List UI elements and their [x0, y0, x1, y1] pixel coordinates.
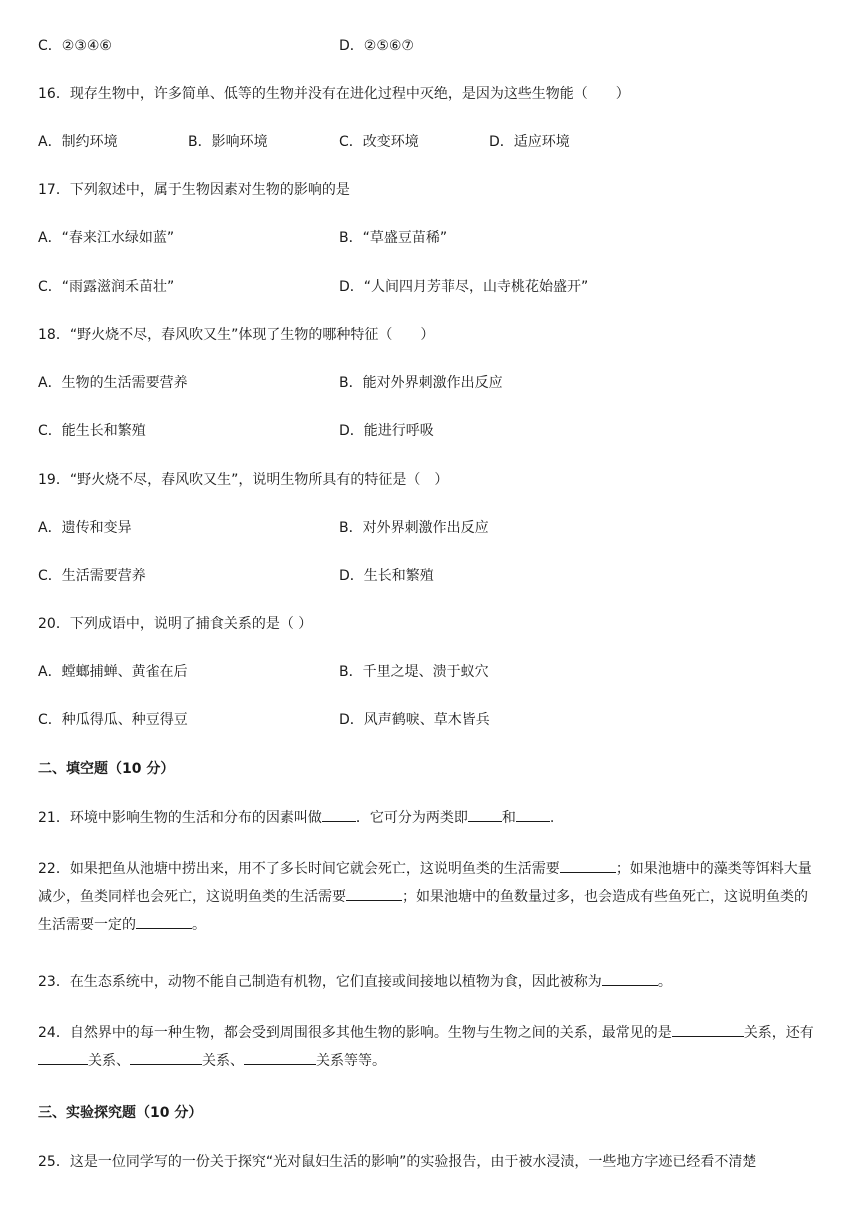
- q17-option-c: C．“雨露滋润禾苗壮”: [38, 279, 175, 295]
- q21-blank-2[interactable]: [468, 807, 502, 822]
- section-fill-blank-heading: 二、填空题（10 分）: [38, 761, 175, 777]
- q24-text-4: 关系、: [202, 1053, 244, 1069]
- q22-blank-2[interactable]: [346, 886, 402, 901]
- q20-option-b: B．千里之堤、溃于蚁穴: [339, 664, 489, 680]
- section-experiment-heading: 三、实验探究题（10 分）: [38, 1105, 203, 1121]
- q16-option-a: A．制约环境: [38, 134, 118, 150]
- q23-text-2: 。: [657, 974, 672, 990]
- q17-option-b: B．“草盛豆苗稀”: [339, 230, 448, 246]
- q16-stem: 16．现存生物中，许多简单、低等的生物并没有在进化过程中灭绝，是因为这些生物能（ ）: [38, 86, 630, 102]
- q25-stem: 25．这是一位同学写的一份关于探究“光对鼠妇生活的影响”的实验报告，由于被水浸渍，一些地方字迹已经看不清楚: [38, 1154, 757, 1170]
- q17-option-d: D．“人间四月芳菲尽，山寺桃花始盛开”: [339, 279, 589, 295]
- q18-stem: 18．“野火烧不尽，春风吹又生”体现了生物的哪种特征（ ）: [38, 327, 435, 343]
- q24-text-1: 24．自然界中的每一种生物，都会受到周围很多其他生物的影响。生物与生物之间的关系，最常见的是: [38, 1025, 672, 1041]
- q18-option-c: C．能生长和繁殖: [38, 423, 146, 439]
- q21-question: [38, 807, 554, 828]
- q21-text-2: ．它可分为两类即: [355, 810, 468, 826]
- q16-option-d: D．适应环境: [489, 134, 570, 150]
- q17-option-a: A．“春来江水绿如蓝”: [38, 230, 175, 246]
- q18-option-a: A．生物的生活需要营养: [38, 375, 188, 391]
- q19-option-a: A．遗传和变异: [38, 520, 132, 536]
- q22-question: [38, 855, 818, 939]
- q24-blank-2[interactable]: [38, 1050, 88, 1065]
- q24-blank-3[interactable]: [130, 1050, 202, 1065]
- q16-option-b: B．影响环境: [188, 134, 268, 150]
- q20-option-a: A．螳螂捕蝉、黄雀在后: [38, 664, 188, 680]
- q19-option-d: D．生长和繁殖: [339, 568, 434, 584]
- q23-blank-1[interactable]: [602, 971, 658, 986]
- q16-option-c: C．改变环境: [339, 134, 419, 150]
- q21-blank-1[interactable]: [322, 807, 356, 822]
- q21-blank-3[interactable]: [516, 807, 550, 822]
- q21-text-4: .: [549, 810, 555, 826]
- q21-text-1: 21．环境中影响生物的生活和分布的因素叫做: [38, 810, 322, 826]
- q15-option-d: D．②⑤⑥⑦: [339, 38, 414, 54]
- q22-text-2: ；如果池塘中的藻类等饵料大量减少，鱼类同样也会死亡，这说明鱼类的生活需要: [38, 861, 812, 905]
- q22-text-4: 。: [192, 917, 206, 933]
- q22-text-1: 22．如果把鱼从池塘中捞出来，用不了多长时间它就会死亡，这说明鱼类的生活需要: [38, 861, 560, 877]
- q19-option-c: C．生活需要营养: [38, 568, 146, 584]
- q20-option-c: C．种瓜得瓜、种豆得豆: [38, 712, 188, 728]
- q23-text-1: 23．在生态系统中，动物不能自己制造有机物，它们直接或间接地以植物为食，因此被称为: [38, 974, 602, 990]
- q15-option-c: C．②③④⑥: [38, 38, 112, 54]
- q22-blank-3[interactable]: [136, 914, 192, 929]
- q22-text-3: ；如果池塘中的鱼数量过多，也会造成有些鱼死亡，这说明鱼类的生活需要一定的: [38, 889, 808, 933]
- q24-text-2: 关系，还有: [743, 1025, 814, 1041]
- q18-option-b: B．能对外界刺激作出反应: [339, 375, 503, 391]
- q17-stem: 17．下列叙述中，属于生物因素对生物的影响的是: [38, 182, 350, 198]
- q19-stem: 19．“野火烧不尽，春风吹又生”，说明生物所具有的特征是（ ）: [38, 472, 449, 488]
- q24-text-5: 关系等等。: [316, 1053, 386, 1069]
- q19-option-b: B．对外界刺激作出反应: [339, 520, 489, 536]
- q24-blank-4[interactable]: [244, 1050, 316, 1065]
- q22-blank-1[interactable]: [560, 858, 616, 873]
- q24-text-3: 关系、: [88, 1053, 130, 1069]
- q20-stem: 20．下列成语中，说明了捕食关系的是（ ）: [38, 616, 313, 632]
- q24-blank-1[interactable]: [672, 1022, 744, 1037]
- q20-option-d: D．风声鹤唳、草木皆兵: [339, 712, 490, 728]
- q24-question: [38, 1019, 818, 1075]
- q21-text-3: 和: [501, 810, 516, 826]
- q18-option-d: D．能进行呼吸: [339, 423, 434, 439]
- q23-question: [38, 971, 672, 992]
